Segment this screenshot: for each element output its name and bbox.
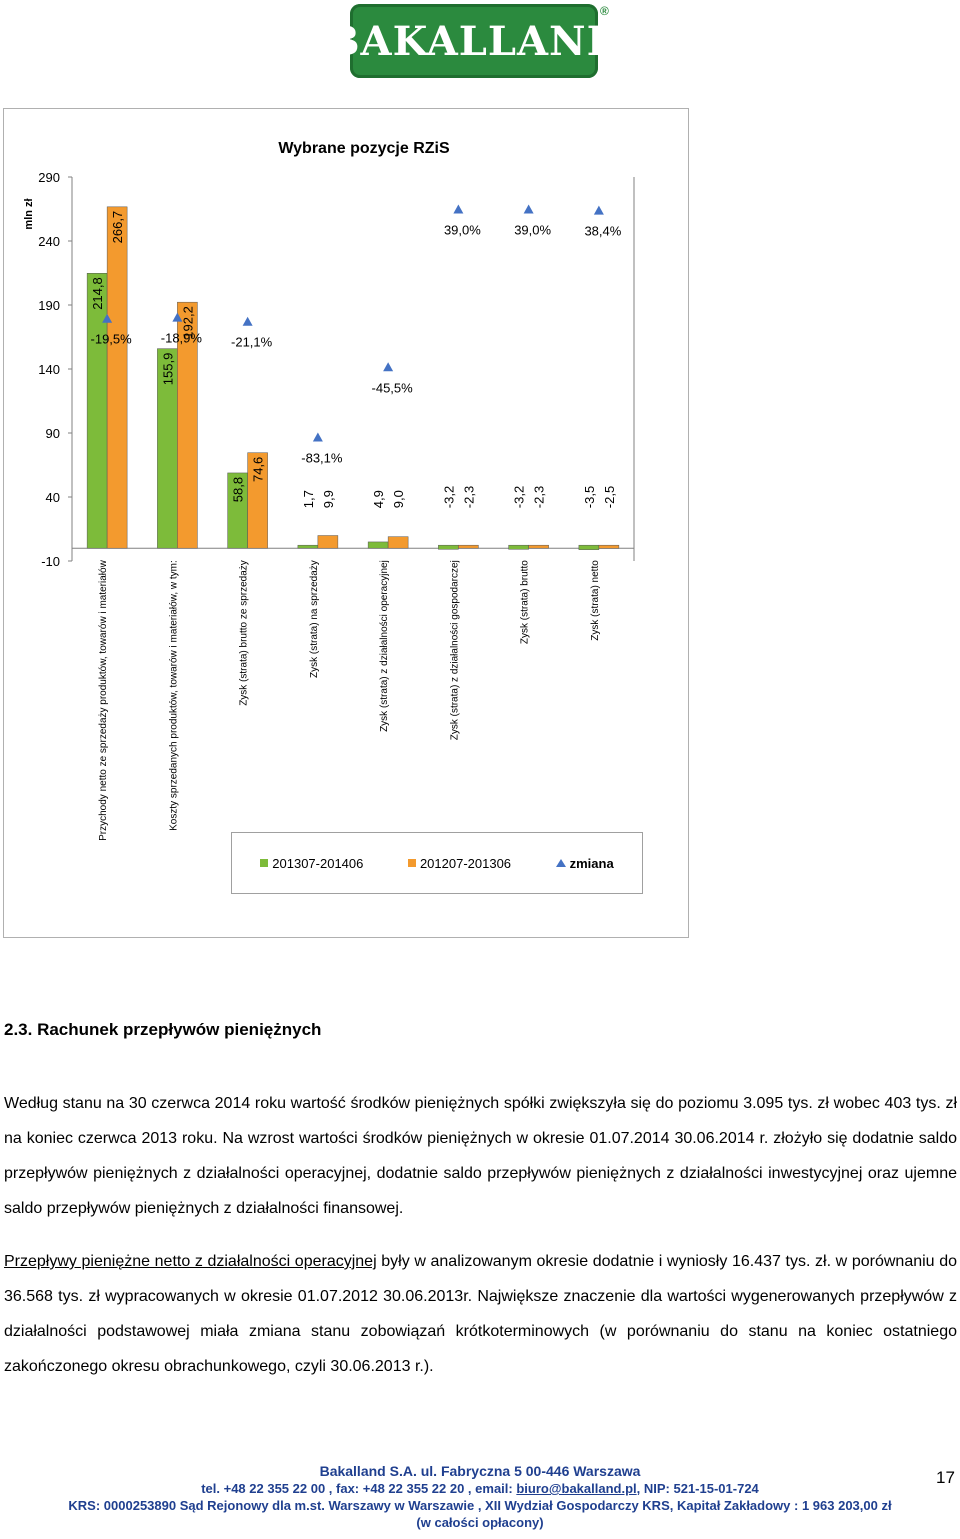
category-label-3: Zysk (strata) na sprzedaży <box>308 560 320 679</box>
legend-item-previous <box>408 856 511 871</box>
bar-1-5 <box>458 545 478 548</box>
registered-mark: ® <box>600 4 609 18</box>
change-label-6: 39,0% <box>514 222 552 238</box>
bar-label-0-1: 155,9 <box>160 352 176 386</box>
bar-label-0-6: -3,2 <box>511 485 527 509</box>
logo-badge <box>325 4 623 78</box>
footer-address: Bakalland S.A. ul. Fabryczna 5 00-446 Warszawa <box>319 1463 641 1479</box>
bar-0-3 <box>298 545 318 548</box>
footer-nip: , NIP: 521-15-01-724 <box>636 1481 759 1496</box>
bar-label-1-0: 266,7 <box>110 210 126 244</box>
category-label-4: Zysk (strata) z działalności operacyjnej <box>379 560 391 732</box>
paragraph-rest: były w analizowanym okresie dodatnie i wyniosły 16.437 tys. zł. w porównaniu do 36.568 tys. zł wypracowanych w okresie 01.07.2012 30.06.2013r. Największe znaczenie dla wartości wygenerowanych przepływów z działalności podstawowej miała zmiana stanu zobowiązań krótkoterminowych (w porównaniu do stanu na koniec ostatniego zakończonego okresu obrachunkowego, czyli 30.06.2013 r.). <box>4 1253 957 1375</box>
change-marker-5 <box>453 205 463 214</box>
category-label-1: Koszty sprzedanych produktów, towarów i materiałów, w tym: <box>168 560 180 831</box>
page-number: 17 <box>936 1468 955 1487</box>
change-label-0: -19,5% <box>90 331 132 347</box>
bar-0-7 <box>579 545 599 549</box>
bar-0-4 <box>368 542 388 548</box>
bar-1-6 <box>529 545 549 548</box>
bar-label-0-4: 4,9 <box>371 490 387 509</box>
y-tick-label-0: -10 <box>41 554 60 569</box>
chart-frame <box>3 108 689 938</box>
y-tick-label-3: 140 <box>38 362 60 377</box>
footer-contact <box>0 1480 960 1497</box>
legend-swatch-current <box>260 859 268 867</box>
bar-label-1-2: 74,6 <box>250 456 266 483</box>
category-label-5: Zysk (strata) z działalności gospodarczej <box>449 560 461 741</box>
legend-item-change <box>556 856 614 871</box>
triangle-icon <box>556 859 566 867</box>
footer-krs: KRS: 0000253890 Sąd Rejonowy dla m.st. Warszawy w Warszawie , XII Wydział Gospodarczy KRS, Kapitał Zakładowy : 1 963 203,00 zł <box>68 1498 892 1513</box>
footer-paid: (w całości opłacony) <box>416 1515 544 1530</box>
logo-text: BAKALLAND <box>325 17 623 65</box>
category-label-7: Zysk (strata) netto <box>589 560 601 641</box>
bar-label-0-3: 1,7 <box>300 490 316 509</box>
footer-phones: tel. +48 22 355 22 00 , fax: +48 22 355 22 20 , email: <box>201 1481 517 1496</box>
rzis-chart <box>4 109 690 939</box>
legend-swatch-previous <box>408 859 416 867</box>
bar-1-7 <box>599 545 619 548</box>
category-label-2: Zysk (strata) brutto ze sprzedaży <box>238 560 250 706</box>
bar-label-1-3: 9,9 <box>320 490 336 509</box>
change-marker-3 <box>313 432 323 441</box>
change-marker-4 <box>383 362 393 371</box>
bar-0-0 <box>87 273 107 548</box>
y-tick-label-6: 290 <box>38 170 60 185</box>
bar-0-6 <box>509 545 529 549</box>
bar-label-0-5: -3,2 <box>441 485 457 509</box>
category-label-6: Zysk (strata) brutto <box>519 560 531 645</box>
bar-label-0-2: 58,8 <box>230 476 246 503</box>
category-label-0: Przychody netto ze sprzedaży produktów, towarów i materiałów <box>98 560 110 841</box>
y-tick-label-2: 90 <box>45 426 60 441</box>
change-marker-7 <box>594 206 604 215</box>
y-tick-label-5: 240 <box>38 234 60 249</box>
page-footer <box>0 1463 960 1531</box>
y-tick-label-1: 40 <box>45 490 60 505</box>
change-label-2: -21,1% <box>231 334 273 350</box>
paragraph-operating-flows <box>4 1244 957 1384</box>
company-logo <box>325 4 623 82</box>
section-heading: 2.3. Rachunek przepływów pieniężnych <box>4 1020 322 1039</box>
bar-1-4 <box>388 537 408 549</box>
legend-label-change: zmiana <box>569 855 614 871</box>
bar-label-1-1: 192,2 <box>180 306 196 339</box>
bar-label-0-7: -3,5 <box>581 485 597 509</box>
change-marker-2 <box>243 317 253 326</box>
chart-legend <box>231 832 643 894</box>
change-label-7: 38,4% <box>584 223 622 239</box>
bar-0-5 <box>438 545 458 549</box>
paragraph-cash-balance: Według stanu na 30 czerwca 2014 roku wartość środków pieniężnych spółki zwiększyła się do poziomu 3.095 tys. zł wobec 403 tys. zł na koniec czerwca 2013 roku. Na wzrost wartości środków pieniężnych w okresie 01.07.2014 30.06.2014 r. złożyło się dodatnie saldo przepływów pieniężnych z działalności operacyjnej, dodatnie saldo przepływów pieniężnych z działalności inwestycyjnej oraz ujemne saldo przepływów pieniężnych z działalności finansowej. <box>4 1095 957 1217</box>
bar-label-1-7: -2,5 <box>601 485 617 509</box>
change-label-3: -83,1% <box>301 450 343 466</box>
change-label-5: 39,0% <box>443 222 481 238</box>
change-label-1: -18,9% <box>160 330 202 346</box>
legend-label-current: 201307-201406 <box>272 855 364 871</box>
bar-label-1-6: -2,3 <box>531 485 547 509</box>
y-axis-label: mln zł <box>23 198 35 230</box>
bar-1-3 <box>318 536 338 549</box>
legend-label-previous: 201207-201306 <box>419 855 512 871</box>
footer-email-link[interactable]: biuro@bakalland.pl <box>516 1481 637 1496</box>
y-tick-label-4: 190 <box>38 298 60 313</box>
bar-1-0 <box>107 207 127 548</box>
bar-label-1-5: -2,3 <box>461 485 477 509</box>
legend-item-current <box>260 856 363 871</box>
underlined-phrase: Przepływy pieniężne netto z działalności operacyjnej <box>4 1253 377 1270</box>
change-label-4: -45,5% <box>371 380 413 396</box>
bar-label-0-0: 214,8 <box>90 277 106 310</box>
bar-label-1-4: 9,0 <box>391 490 407 509</box>
chart-title: Wybrane pozycje RZiS <box>278 140 450 157</box>
change-marker-6 <box>524 205 534 214</box>
